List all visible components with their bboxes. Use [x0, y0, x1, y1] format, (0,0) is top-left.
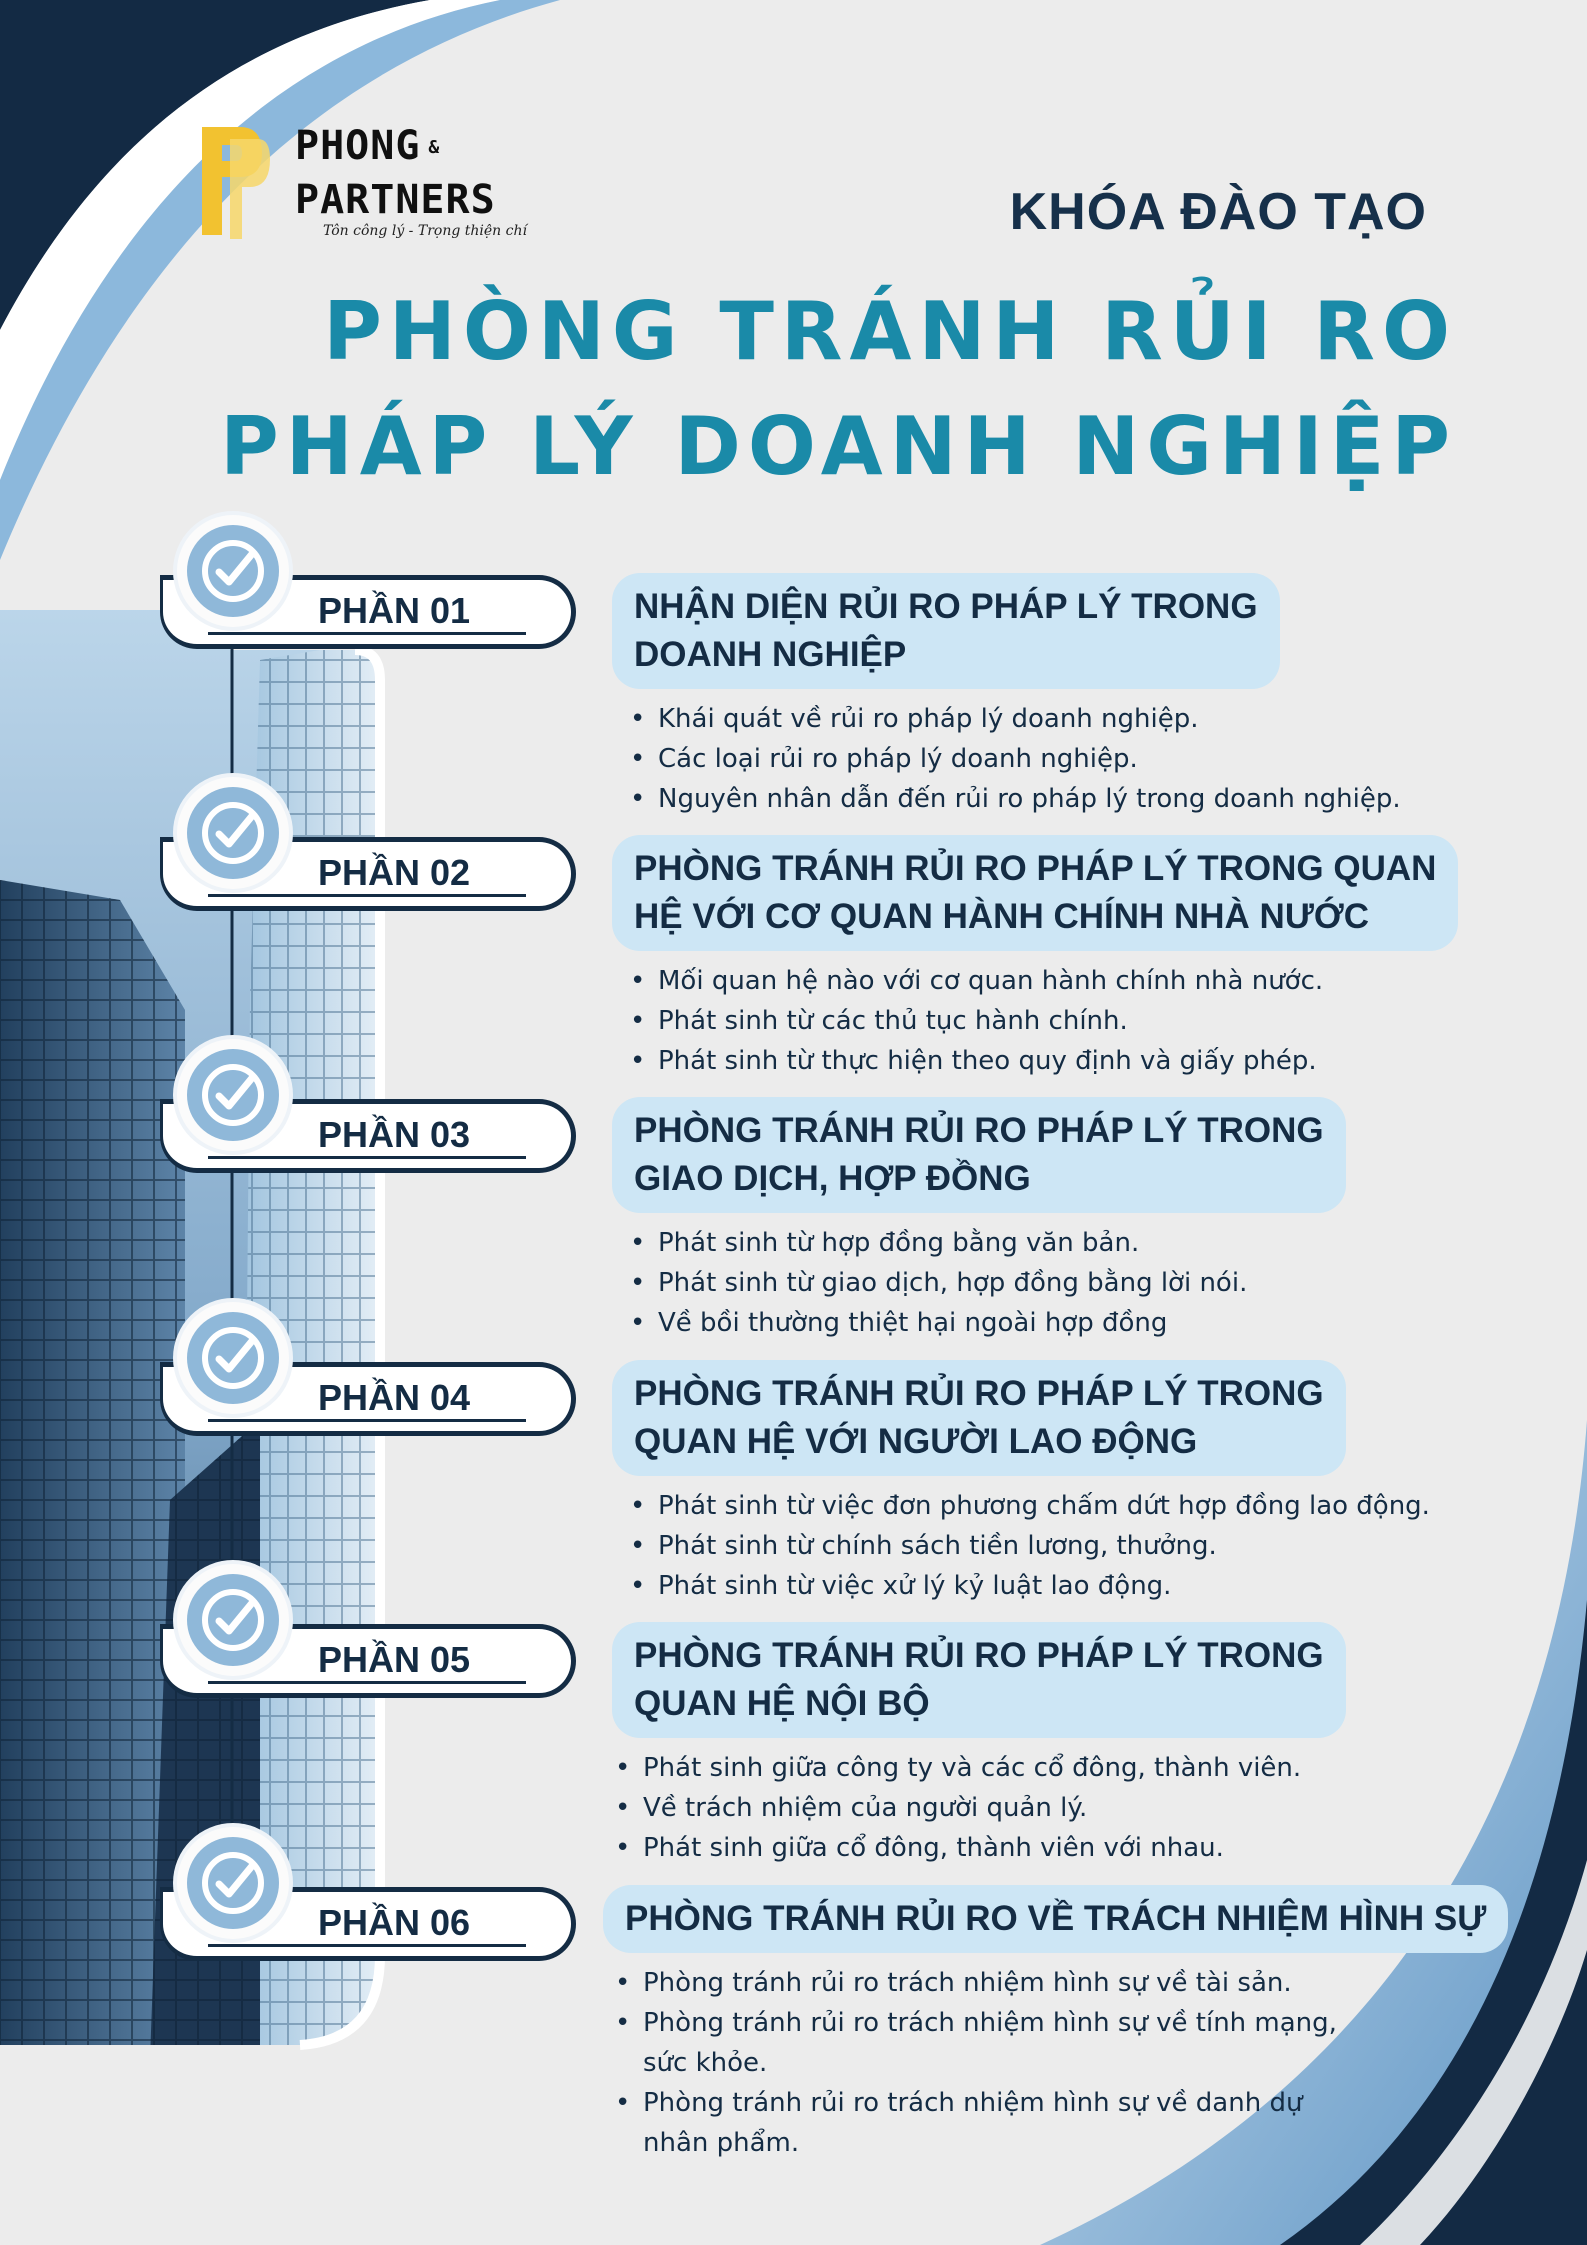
bullet-item — [630, 1263, 1247, 1303]
section-heading-line: PHÒNG TRÁNH RỦI RO VỀ TRÁCH NHIỆM HÌNH SỰ — [625, 1899, 1487, 1938]
section-heading — [612, 1360, 1346, 1476]
title-line-1: PHÒNG TRÁNH RỦI RO — [323, 285, 1457, 378]
section-heading-line: DOANH NGHIỆP — [634, 635, 907, 674]
pill-underline — [208, 1156, 526, 1159]
bullet-item — [630, 1486, 1430, 1526]
bullet-item — [615, 1748, 1301, 1788]
section-6 — [0, 1827, 1587, 2158]
section-4 — [0, 1302, 1587, 1601]
pill-underline — [208, 1681, 526, 1684]
check-badge — [177, 1827, 289, 1939]
brand-tagline: Tôn công lý - Trọng thiện chí — [323, 223, 527, 239]
check-badge — [177, 1564, 289, 1676]
section-heading — [612, 1097, 1346, 1213]
section-heading-line: PHÒNG TRÁNH RỦI RO PHÁP LÝ TRONG — [634, 1111, 1324, 1150]
check-circle — [187, 1574, 279, 1666]
section-heading-line: QUAN HỆ NỘI BỘ — [634, 1684, 930, 1723]
section-heading — [603, 1885, 1508, 1953]
bullet-text: Phòng tránh rủi ro trách nhiệm hình sự về tính mạng, — [643, 2008, 1337, 2038]
section-label: PHẦN 01 — [318, 590, 471, 631]
pill-underline — [208, 1419, 526, 1422]
bullet-item — [630, 1526, 1430, 1566]
bullet-item — [630, 699, 1401, 739]
check-circle — [187, 1049, 279, 1141]
section-heading-line: HỆ VỚI CƠ QUAN HÀNH CHÍNH NHÀ NƯỚC — [634, 897, 1369, 936]
checkmark-icon — [200, 538, 266, 604]
bullet-text: Phát sinh từ thực hiện theo quy định và giấy phép. — [658, 1046, 1317, 1076]
pill-underline — [208, 1944, 526, 1947]
bullet-text: sức khỏe. — [643, 2048, 768, 2078]
brand-logo — [200, 120, 540, 250]
check-badge — [177, 1039, 289, 1151]
section-heading-line: PHÒNG TRÁNH RỦI RO PHÁP LÝ TRONG QUAN — [634, 849, 1437, 888]
bullet-text: Nguyên nhân dẫn đến rủi ro pháp lý trong doanh nghiệp. — [658, 784, 1401, 814]
bullet-text: Mối quan hệ nào với cơ quan hành chính nhà nước. — [658, 966, 1324, 996]
brand-name-line2: PARTNERS — [295, 177, 496, 223]
bullet-text: Phát sinh giữa công ty và các cổ đông, thành viên. — [643, 1753, 1302, 1783]
check-circle — [187, 525, 279, 617]
brand-name-line1: PHONG — [295, 123, 421, 169]
section-label: PHẦN 04 — [318, 1377, 471, 1418]
check-circle — [187, 787, 279, 879]
section-1 — [0, 515, 1587, 814]
pp-monogram-icon — [200, 125, 270, 240]
section-5 — [0, 1564, 1587, 1863]
check-badge — [177, 1302, 289, 1414]
bullet-item — [615, 1788, 1301, 1828]
checkmark-icon — [200, 1062, 266, 1128]
check-badge — [177, 777, 289, 889]
bullet-text: Phát sinh từ hợp đồng bằng văn bản. — [658, 1228, 1140, 1258]
section-heading-line: GIAO DỊCH, HỢP ĐỒNG — [634, 1159, 1031, 1198]
bullet-item — [630, 1223, 1247, 1263]
bullet-text: Phát sinh từ chính sách tiền lương, thưởng. — [658, 1531, 1217, 1561]
check-badge — [177, 515, 289, 627]
checkmark-icon — [200, 1587, 266, 1653]
title-line-2: PHÁP LÝ DOANH NGHIỆP — [220, 400, 1457, 493]
section-label: PHẦN 06 — [318, 1902, 471, 1943]
checkmark-icon — [200, 800, 266, 866]
bullet-text: Phát sinh từ giao dịch, hợp đồng bằng lời nói. — [658, 1268, 1248, 1298]
pill-underline — [208, 632, 526, 635]
section-2 — [0, 777, 1587, 1076]
section-label: PHẦN 05 — [318, 1639, 471, 1680]
section-heading-line: NHẬN DIỆN RỦI RO PHÁP LÝ TRONG — [634, 587, 1258, 626]
section-3 — [0, 1039, 1587, 1338]
bullet-text: Các loại rủi ro pháp lý doanh nghiệp. — [658, 744, 1138, 774]
section-heading — [612, 835, 1458, 951]
course-kicker: KHÓA ĐÀO TẠO — [1009, 183, 1427, 241]
bullet-text: Phòng tránh rủi ro trách nhiệm hình sự về danh dự — [643, 2088, 1303, 2118]
bullet-item — [630, 1001, 1323, 1041]
checkmark-icon — [200, 1850, 266, 1916]
bullet-item — [615, 2083, 1337, 2163]
bullet-text: Về trách nhiệm của người quản lý. — [643, 1793, 1088, 1823]
check-circle — [187, 1312, 279, 1404]
bullet-text: Phát sinh từ việc xử lý kỷ luật lao động. — [658, 1571, 1172, 1601]
pill-underline — [208, 894, 526, 897]
bullet-text: nhân phẩm. — [643, 2128, 800, 2158]
section-heading-line: QUAN HỆ VỚI NGƯỜI LAO ĐỘNG — [634, 1422, 1198, 1461]
section-bullets — [615, 1963, 1337, 2163]
section-label: PHẦN 02 — [318, 852, 471, 893]
check-circle — [187, 1837, 279, 1929]
bullet-item — [630, 961, 1323, 1001]
section-heading — [612, 1622, 1346, 1738]
bullet-text: Phòng tránh rủi ro trách nhiệm hình sự về tài sản. — [643, 1968, 1292, 1998]
section-heading-line: PHÒNG TRÁNH RỦI RO PHÁP LÝ TRONG — [634, 1374, 1324, 1413]
bullet-text: Khái quát về rủi ro pháp lý doanh nghiệp. — [658, 704, 1199, 734]
section-heading-line: PHÒNG TRÁNH RỦI RO PHÁP LÝ TRONG — [634, 1636, 1324, 1675]
checkmark-icon — [200, 1325, 266, 1391]
bullet-item — [615, 1963, 1337, 2003]
section-label: PHẦN 03 — [318, 1114, 471, 1155]
section-heading — [612, 573, 1280, 689]
bullet-text: Về bồi thường thiệt hại ngoài hợp đồng — [658, 1308, 1168, 1338]
bullet-text: Phát sinh từ các thủ tục hành chính. — [658, 1006, 1128, 1036]
bullet-item — [630, 739, 1401, 779]
bullet-item — [615, 2003, 1337, 2083]
bullet-text: Phát sinh giữa cổ đông, thành viên với nhau. — [643, 1833, 1224, 1863]
brand-amp: & — [428, 137, 441, 158]
brand-name — [295, 120, 496, 226]
bullet-text: Phát sinh từ việc đơn phương chấm dứt hợp đồng lao động. — [658, 1491, 1430, 1521]
